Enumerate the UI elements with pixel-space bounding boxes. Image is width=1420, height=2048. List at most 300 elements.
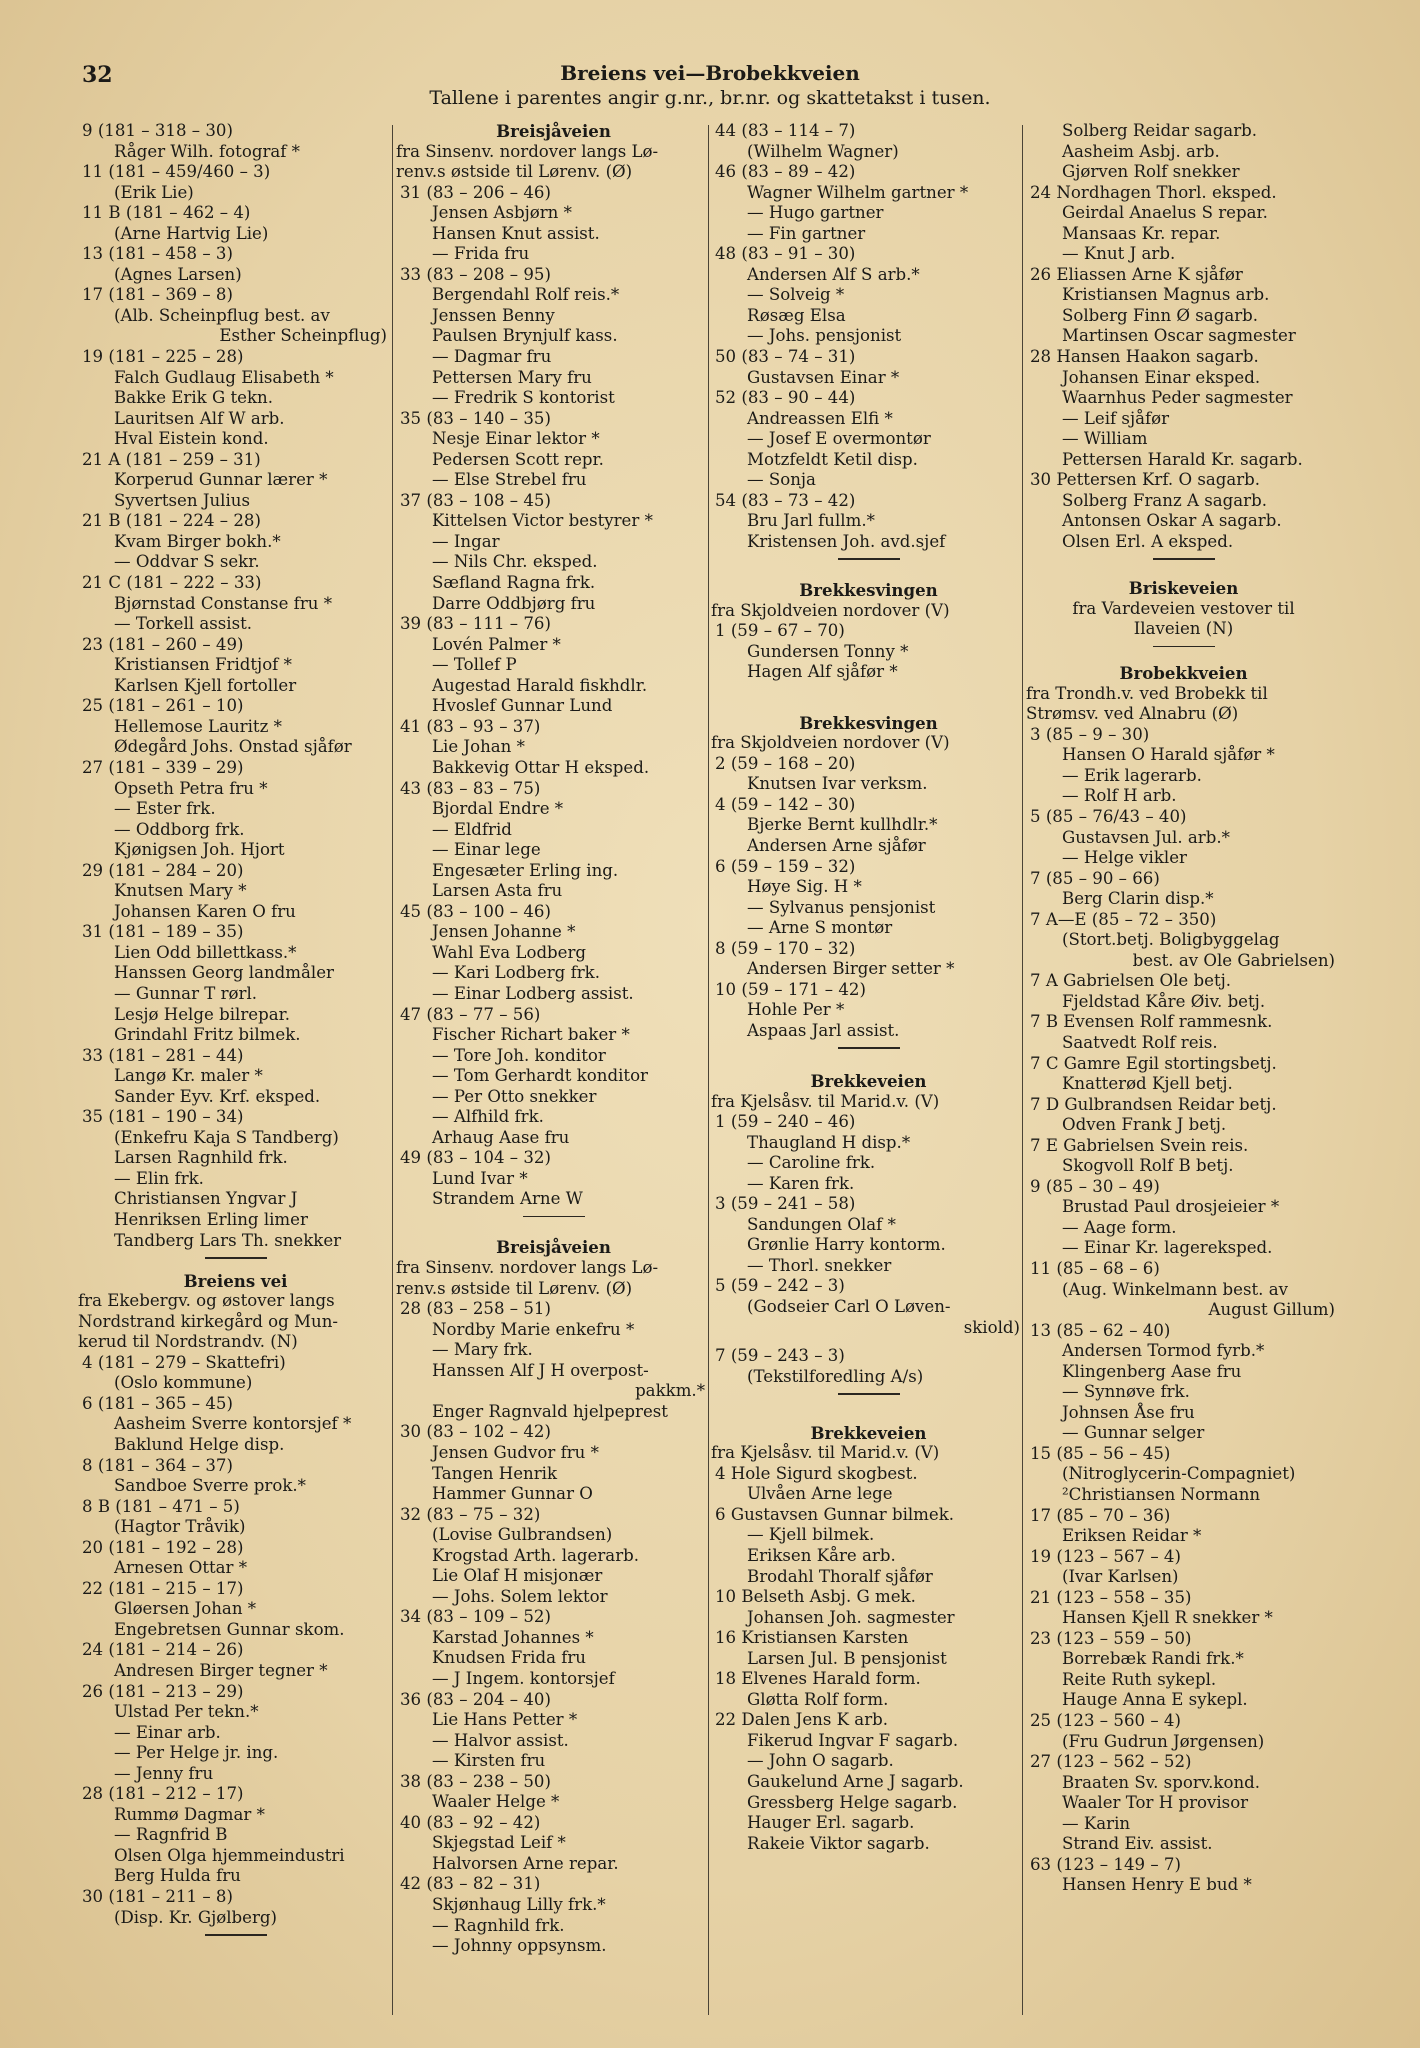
address-entry: 23 (181 – 260 – 49)	[82, 634, 244, 654]
resident-entry: — Ester frk.	[114, 799, 216, 819]
resident-entry: Larsen Asta fru	[432, 881, 563, 901]
resident-entry: — Arne S montør	[747, 918, 893, 938]
resident-entry: — J Ingem. kontorsjef	[432, 1668, 615, 1688]
resident-entry: — Alfhild frk.	[432, 1107, 544, 1127]
resident-entry: — Helge vikler	[1062, 848, 1187, 868]
resident-entry: Jenssen Benny	[432, 305, 555, 325]
spacer	[1026, 566, 1341, 578]
resident-entry: Hvoslef Gunnar Lund	[432, 696, 613, 716]
resident-entry: Rummø Dagmar *	[114, 1804, 265, 1824]
resident-entry: Kristensen Joh. avd.sjef	[747, 531, 946, 551]
resident-entry: Lund Ivar *	[432, 1168, 528, 1188]
resident-entry: Sæfland Ragna frk.	[432, 573, 596, 593]
street-description: Ilaveien (N)	[1133, 619, 1234, 639]
address-entry: 47 (83 – 77 – 56)	[400, 1004, 541, 1024]
resident-entry: — Synnøve frk.	[1062, 1382, 1190, 1402]
resident-entry: Hellemose Lauritz *	[114, 716, 282, 736]
resident-entry: Hansen Kjell R snekker *	[1062, 1608, 1273, 1628]
resident-entry: Karlsen Kjell fortoller	[114, 675, 297, 695]
resident-entry: Skjønhaug Lilly frk.*	[432, 1894, 606, 1914]
address-entry: 11 (85 – 68 – 6)	[1030, 1258, 1160, 1278]
address-entry: 10 (59 – 171 – 42)	[715, 979, 866, 999]
resident-entry: Brustad Paul drosjeieier *	[1062, 1197, 1280, 1217]
address-entry: 38 (83 – 238 – 50)	[400, 1771, 551, 1791]
resident-entry: Christiansen Yngvar J	[114, 1189, 298, 1209]
resident-entry: — Einar arb.	[114, 1722, 221, 1742]
address-entry: 25 (123 – 560 – 4)	[1030, 1711, 1181, 1731]
resident-entry: Andersen Arne sjåfør	[747, 836, 926, 855]
address-entry: 8 (181 – 364 – 37)	[82, 1455, 233, 1475]
street-description: fra Skjoldveien nordover (V)	[711, 600, 950, 620]
directory-columns	[78, 121, 1346, 2021]
resident-entry: Lovén Palmer *	[432, 634, 561, 654]
address-entry: 33 (181 – 281 – 44)	[82, 1045, 244, 1065]
street-description: renv.s østside til Lørenv. (Ø)	[396, 1278, 633, 1298]
resident-entry: Hanssen Georg landmåler	[114, 963, 334, 983]
resident-entry: Klingenberg Aase fru	[1062, 1361, 1242, 1381]
resident-entry: Waaler Tor H provisor	[1062, 1793, 1249, 1813]
resident-entry: Bru Jarl fullm.*	[747, 511, 875, 531]
address-entry: 20 (181 – 192 – 28)	[82, 1537, 244, 1557]
address-entry: 30 Pettersen Krf. O sagarb.	[1030, 470, 1261, 490]
address-entry: 15 (85 – 56 – 45)	[1030, 1443, 1171, 1463]
street-heading: Breisjåveien	[496, 121, 611, 141]
address-entry: 34 (83 – 109 – 52)	[400, 1607, 551, 1627]
address-entry: 45 (83 – 100 – 46)	[400, 901, 551, 921]
resident-entry: — Gunnar selger	[1062, 1423, 1205, 1443]
address-entry: 27 (123 – 562 – 52)	[1030, 1752, 1192, 1772]
resident-entry: Larsen Jul. B pensjonist	[747, 1648, 947, 1668]
address-entry: 43 (83 – 83 – 75)	[400, 778, 541, 798]
street-description: kerud til Nordstrandv. (N)	[78, 1332, 298, 1352]
resident-entry: (Tekstilforedling A/s)	[747, 1366, 924, 1386]
resident-entry: Johansen Karen O fru	[114, 901, 296, 921]
street-description: fra Vardeveien vestover til	[1072, 598, 1295, 618]
resident-entry: — William	[1062, 429, 1148, 449]
resident-entry: (Wilhelm Wagner)	[747, 141, 899, 161]
resident-entry: Falch Gudlaug Elisabeth *	[114, 367, 334, 387]
resident-entry: — Fin gartner	[747, 223, 866, 243]
directory-column-2	[396, 121, 711, 1957]
resident-entry: Fjeldstad Kåre Øiv. betj.	[1062, 991, 1266, 1011]
resident-entry: Engesæter Erling ing.	[432, 860, 619, 880]
resident-entry: Kristiansen Magnus arb.	[1062, 285, 1270, 305]
resident-entry: Paulsen Brynjulf kass.	[432, 326, 618, 346]
resident-entry: Hval Eistein kond.	[114, 429, 269, 449]
resident-entry: (Fru Gudrun Jørgensen)	[1062, 1731, 1265, 1751]
address-entry: 24 (181 – 214 – 26)	[82, 1640, 244, 1660]
address-entry: 28 (181 – 212 – 17)	[82, 1784, 244, 1804]
address-entry: 32 (83 – 75 – 32)	[400, 1504, 541, 1524]
continuation-line: skiold)	[963, 1317, 1020, 1337]
resident-entry: Aspaas Jarl assist.	[747, 1020, 900, 1040]
resident-entry: Røsæg Elsa	[747, 305, 846, 325]
resident-entry: Bjerke Bernt kullhdlr.*	[747, 815, 938, 835]
resident-entry: Tangen Henrik	[432, 1463, 558, 1483]
resident-entry: Lie Johan *	[432, 737, 525, 757]
section-divider	[205, 1257, 267, 1259]
resident-entry: Kvam Birger bokh.*	[114, 531, 281, 551]
street-description: fra Skjoldveien nordover (V)	[711, 733, 950, 753]
resident-entry: Knatterød Kjell betj.	[1062, 1074, 1233, 1094]
address-entry: 1 (59 – 67 – 70)	[715, 621, 845, 641]
address-entry: 63 (123 – 149 – 7)	[1030, 1854, 1181, 1874]
address-entry: 6 Gustavsen Gunnar bilmek.	[715, 1504, 955, 1524]
resident-entry: (Disp. Kr. Gjølberg)	[114, 1907, 277, 1927]
address-entry: 22 (181 – 215 – 17)	[82, 1578, 244, 1598]
resident-entry: Fischer Richart baker *	[432, 1025, 630, 1045]
address-entry: 49 (83 – 104 – 32)	[400, 1148, 551, 1168]
address-entry: 2 (59 – 168 – 20)	[715, 753, 856, 773]
resident-entry: Krogstad Arth. lagerarb.	[432, 1545, 640, 1565]
address-entry: 13 (85 – 62 – 40)	[1030, 1320, 1171, 1340]
address-entry: 3 (59 – 241 – 58)	[715, 1194, 856, 1214]
address-entry: 30 (181 – 211 – 8)	[82, 1886, 233, 1906]
resident-entry: Berg Clarin disp.*	[1062, 889, 1214, 909]
resident-entry: Gløtta Rolf form.	[747, 1689, 889, 1709]
resident-entry: — Rolf H arb.	[1062, 786, 1177, 806]
address-entry: 19 (181 – 225 – 28)	[82, 347, 244, 367]
resident-entry: Sander Eyv. Krf. eksped.	[114, 1086, 321, 1106]
resident-entry: Rakeie Viktor sagarb.	[747, 1833, 930, 1853]
address-entry: 21 A (181 – 259 – 31)	[82, 449, 261, 469]
street-description: renv.s østside til Lørenv. (Ø)	[396, 162, 633, 182]
address-entry: 11 B (181 – 462 – 4)	[82, 203, 251, 223]
resident-entry: — Aage form.	[1062, 1217, 1177, 1237]
resident-entry: Sandboe Sverre prok.*	[114, 1476, 306, 1496]
address-entry: 7 A Gabrielsen Ole betj.	[1030, 971, 1232, 991]
section-divider	[1153, 646, 1215, 648]
address-entry: 1 (59 – 240 – 46)	[715, 1112, 856, 1132]
resident-entry: Saatvedt Rolf reis.	[1062, 1032, 1218, 1052]
resident-entry: — Karin	[1062, 1813, 1131, 1833]
resident-entry: — Johs. Solem lektor	[432, 1586, 608, 1606]
resident-entry: Tandberg Lars Th. snekker	[114, 1230, 342, 1250]
address-entry: 40 (83 – 92 – 42)	[400, 1812, 541, 1832]
address-entry: 28 Hansen Haakon sagarb.	[1030, 347, 1259, 367]
resident-entry: — Erik lagerarb.	[1062, 765, 1202, 785]
spacer	[711, 1055, 1026, 1071]
resident-entry: Engebretsen Gunnar skom.	[114, 1619, 345, 1639]
resident-entry: Halvorsen Arne repar.	[432, 1853, 619, 1873]
resident-entry: Antonsen Oskar A sagarb.	[1062, 511, 1282, 531]
resident-entry: Arnesen Ottar *	[114, 1558, 248, 1578]
address-entry: 6 (181 – 365 – 45)	[82, 1393, 233, 1413]
resident-entry: (Erik Lie)	[114, 182, 194, 202]
resident-entry: Jensen Gudvor fru *	[432, 1442, 599, 1462]
resident-entry: — Tore Joh. konditor	[432, 1045, 606, 1065]
resident-entry: (Nitroglycerin-Compagniet)	[1062, 1464, 1296, 1484]
address-entry: 48 (83 – 91 – 30)	[715, 244, 856, 264]
resident-entry: (Alb. Scheinpflug best. av	[114, 305, 330, 325]
section-divider	[838, 1047, 900, 1049]
page-header	[360, 60, 1060, 110]
resident-entry: Hagen Alf sjåfør *	[747, 662, 898, 682]
resident-entry: Ulvåen Arne lege	[747, 1484, 893, 1504]
address-entry: 39 (83 – 111 – 76)	[400, 614, 551, 634]
address-entry: 13 (181 – 458 – 3)	[82, 244, 233, 264]
resident-entry: ²Christiansen Normann	[1062, 1485, 1261, 1504]
resident-entry: Sandungen Olaf *	[747, 1214, 896, 1234]
resident-entry: Pedersen Scott repr.	[432, 449, 604, 469]
resident-entry: (Stort.betj. Boligbyggelag	[1062, 930, 1280, 950]
street-heading: Brekkeveien	[810, 1070, 927, 1091]
resident-entry: Nordby Marie enkefru *	[432, 1319, 635, 1339]
resident-entry: Waarnhus Peder sagmester	[1062, 388, 1293, 408]
resident-entry: Gaukelund Arne J sagarb.	[747, 1771, 964, 1791]
resident-entry: Andreassen Elfi *	[747, 408, 893, 428]
resident-entry: — Torkell assist.	[114, 614, 253, 634]
resident-entry: Kristiansen Fridtjof *	[114, 655, 292, 675]
resident-entry: — Einar Lodberg assist.	[432, 983, 634, 1003]
resident-entry: Odven Frank J betj.	[1062, 1115, 1227, 1135]
resident-entry: Lie Olaf H misjonær	[432, 1566, 603, 1586]
resident-entry: (Ivar Karlsen)	[1062, 1567, 1179, 1587]
address-entry: 28 (83 – 258 – 51)	[400, 1299, 551, 1319]
resident-entry: Larsen Ragnhild frk.	[114, 1148, 288, 1168]
address-entry: 30 (83 – 102 – 42)	[400, 1422, 551, 1442]
resident-entry: Geirdal Anaelus S repar.	[1062, 203, 1268, 223]
address-entry: 21 (123 – 558 – 35)	[1030, 1587, 1192, 1607]
resident-entry: Augestad Harald fiskhdlr.	[432, 675, 648, 695]
address-entry: 35 (83 – 140 – 35)	[400, 408, 551, 428]
address-entry: 52 (83 – 90 – 44)	[715, 388, 856, 408]
resident-entry: Aasheim Sverre kontorsjef *	[114, 1414, 352, 1434]
address-entry: 7 D Gulbrandsen Reidar betj.	[1030, 1094, 1277, 1114]
continuation-line: Esther Scheinpflug)	[219, 326, 387, 346]
resident-entry: Korperud Gunnar lærer *	[114, 470, 328, 490]
spacer	[396, 1223, 711, 1237]
continuation-line: pakkm.*	[635, 1381, 705, 1401]
resident-entry: Andersen Birger setter *	[747, 959, 955, 979]
resident-entry: — Per Helge jr. ing.	[114, 1743, 279, 1763]
resident-entry: Pettersen Harald Kr. sagarb.	[1062, 449, 1303, 469]
resident-entry: Gustavsen Einar *	[747, 367, 900, 387]
resident-entry: — Mary frk.	[432, 1340, 533, 1360]
street-heading: Brekkeveien	[810, 1422, 927, 1443]
resident-entry: Jensen Johanne *	[432, 922, 576, 942]
resident-entry: — Knut J arb.	[1062, 244, 1176, 264]
resident-entry: — Solveig *	[747, 285, 845, 305]
resident-entry: — Johs. pensjonist	[747, 326, 902, 346]
resident-entry: (Lovise Gulbrandsen)	[432, 1525, 613, 1545]
resident-entry: Andersen Tormod fyrb.*	[1062, 1341, 1265, 1361]
resident-entry: — Frida fru	[432, 244, 530, 264]
page-number: 32	[82, 62, 113, 88]
street-heading: Breiens vei	[183, 1270, 288, 1291]
resident-entry: Karstad Johannes *	[432, 1627, 594, 1647]
address-entry: 18 Elvenes Harald form.	[715, 1669, 921, 1689]
section-divider	[838, 1393, 900, 1395]
resident-entry: Hanssen Alf J H overpost-	[432, 1360, 649, 1380]
resident-entry: — Kirsten fru	[432, 1751, 546, 1771]
resident-entry: Berg Hulda fru	[114, 1866, 241, 1886]
address-entry: 3 (85 – 9 – 30)	[1030, 724, 1150, 744]
resident-entry: — Thorl. snekker	[747, 1255, 892, 1275]
address-entry: 4 (59 – 142 – 30)	[715, 794, 856, 814]
resident-entry: Knutsen Mary *	[114, 881, 247, 901]
resident-entry: (Arne Hartvig Lie)	[114, 223, 269, 243]
resident-entry: — Fredrik S kontorist	[432, 388, 615, 408]
resident-entry: Solberg Reidar sagarb.	[1062, 121, 1258, 140]
resident-entry: Strandem Arne W	[432, 1189, 583, 1209]
address-entry: 7 B Evensen Rolf rammesnk.	[1030, 1012, 1273, 1032]
resident-entry: — Caroline frk.	[747, 1153, 876, 1173]
resident-entry: Hammer Gunnar O	[432, 1484, 593, 1504]
resident-entry: Hauge Anna E sykepl.	[1062, 1690, 1248, 1710]
resident-entry: — Tollef P	[432, 655, 517, 675]
address-entry: 26 Eliassen Arne K sjåfør	[1030, 264, 1243, 284]
directory-column-1	[78, 121, 393, 1942]
resident-entry: Strand Eiv. assist.	[1062, 1834, 1213, 1854]
resident-entry: Gressberg Helge sagarb.	[747, 1792, 958, 1812]
address-entry: 27 (181 – 339 – 29)	[82, 757, 244, 777]
section-divider	[205, 1934, 267, 1936]
address-entry: 4 (181 – 279 – Skattefri)	[82, 1352, 286, 1372]
resident-entry: Eriksen Kåre arb.	[747, 1545, 896, 1565]
resident-entry: Skogvoll Rolf B betj.	[1062, 1156, 1234, 1176]
address-entry: 50 (83 – 74 – 31)	[715, 347, 856, 367]
address-entry: 7 A—E (85 – 72 – 350)	[1030, 909, 1217, 929]
resident-entry: Johansen Joh. sagmester	[747, 1607, 955, 1627]
resident-entry: — Per Otto snekker	[432, 1086, 597, 1106]
address-entry: 7 C Gamre Egil stortingsbetj.	[1030, 1053, 1277, 1073]
resident-entry: Bergendahl Rolf reis.*	[432, 285, 620, 305]
address-entry: 22 Dalen Jens K arb.	[715, 1710, 889, 1730]
resident-entry: — Gunnar T rørl.	[114, 983, 258, 1003]
resident-entry: Bjørnstad Constanse fru *	[114, 593, 333, 613]
resident-entry: Ødegård Johs. Onstad sjåfør	[114, 737, 352, 757]
address-entry: 9 (85 – 30 – 49)	[1030, 1176, 1160, 1196]
section-divider	[523, 1216, 585, 1218]
resident-entry: — Dagmar fru	[432, 347, 552, 367]
address-entry: 44 (83 – 114 – 7)	[715, 121, 856, 140]
address-entry: 21 B (181 – 224 – 28)	[82, 511, 261, 531]
resident-entry: Gundersen Tonny *	[747, 641, 909, 661]
directory-column-4	[1026, 121, 1341, 1896]
resident-entry: — Elin frk.	[114, 1168, 204, 1188]
address-entry: 6 (59 – 159 – 32)	[715, 856, 856, 876]
resident-entry: Kjønigsen Joh. Hjort	[114, 840, 285, 860]
address-entry: 31 (181 – 189 – 35)	[82, 922, 244, 942]
directory-column-3	[711, 121, 1026, 1854]
resident-entry: — Sonja	[747, 470, 816, 490]
resident-entry: — Ragnfrid B	[114, 1825, 228, 1845]
resident-entry: Thaugland H disp.*	[747, 1132, 911, 1152]
address-entry: 17 (181 – 369 – 8)	[82, 285, 233, 305]
page-subtitle: Tallene i parentes angir g.nr., br.nr. og skattetakst i tusen.	[429, 87, 991, 109]
resident-entry: Mansaas Kr. repar.	[1062, 223, 1221, 243]
resident-entry: Eriksen Reidar *	[1062, 1526, 1202, 1546]
resident-entry: — Halvor assist.	[432, 1730, 569, 1750]
resident-entry: — John O sagarb.	[747, 1751, 894, 1771]
street-heading: Brekkesvingen	[799, 712, 938, 733]
resident-entry: Johansen Einar eksped.	[1062, 367, 1261, 387]
resident-entry: Olsen Olga hjemmeindustri	[114, 1845, 345, 1865]
resident-entry: — Einar Kr. lagereksped.	[1062, 1238, 1273, 1258]
address-entry: 7 (59 – 243 – 3)	[715, 1346, 845, 1366]
resident-entry: Baklund Helge disp.	[114, 1434, 285, 1454]
resident-entry: Motzfeldt Ketil disp.	[747, 449, 918, 469]
resident-entry: Grindahl Fritz bilmek.	[114, 1025, 301, 1045]
address-entry: 35 (181 – 190 – 34)	[82, 1107, 244, 1127]
resident-entry: Aasheim Asbj. arb.	[1062, 141, 1220, 161]
resident-entry: — Karen frk.	[747, 1173, 855, 1193]
resident-entry: Bjordal Endre *	[432, 799, 564, 819]
address-entry: 19 (123 – 567 – 4)	[1030, 1546, 1181, 1566]
resident-entry: Opseth Petra fru *	[114, 778, 268, 798]
resident-entry: — Ingar	[432, 531, 500, 551]
resident-entry: Lesjø Helge bilrepar.	[114, 1004, 290, 1024]
resident-entry: — Kjell bilmek.	[747, 1525, 875, 1545]
resident-entry: Gustavsen Jul. arb.*	[1062, 827, 1230, 847]
resident-entry: Arhaug Aase fru	[432, 1127, 570, 1147]
resident-entry: Grønlie Harry kontorm.	[747, 1235, 946, 1255]
resident-entry: Darre Oddbjørg fru	[432, 593, 596, 613]
resident-entry: — Eldfrid	[432, 819, 512, 839]
resident-entry: — Kari Lodberg frk.	[432, 963, 600, 983]
resident-entry: — Jenny fru	[114, 1763, 214, 1783]
address-entry: 8 (59 – 170 – 32)	[715, 938, 856, 958]
address-entry: 41 (83 – 93 – 37)	[400, 716, 541, 736]
continuation-line: best. av Ole Gabrielsen)	[1132, 950, 1335, 970]
address-entry: 23 (123 – 559 – 50)	[1030, 1628, 1192, 1648]
resident-entry: Bakke Erik G tekn.	[114, 388, 274, 408]
section-divider	[1153, 558, 1215, 560]
address-entry: 33 (83 – 208 – 95)	[400, 264, 551, 284]
resident-entry: — Hugo gartner	[747, 203, 884, 223]
continuation-line: August Gillum)	[1208, 1300, 1335, 1320]
resident-entry: Kittelsen Victor bestyrer *	[432, 511, 653, 531]
resident-entry: — Johnny oppsynsm.	[432, 1936, 607, 1956]
resident-entry: Råger Wilh. fotograf *	[114, 141, 300, 161]
resident-entry: Hohle Per *	[747, 1000, 845, 1020]
spacer	[711, 1401, 1026, 1423]
resident-entry: Borrebæk Randi frk.*	[1062, 1649, 1244, 1669]
resident-entry: (Enkefru Kaja S Tandberg)	[114, 1127, 339, 1147]
street-description: Nordstrand kirkegård og Mun-	[78, 1311, 339, 1331]
resident-entry: (Aug. Winkelmann best. av	[1062, 1279, 1288, 1299]
resident-entry: Gjørven Rolf snekker	[1062, 162, 1240, 182]
address-entry: 4 Hole Sigurd skogbest.	[715, 1463, 918, 1483]
resident-entry: Wagner Wilhelm gartner *	[747, 182, 969, 202]
address-entry: 5 (59 – 242 – 3)	[715, 1276, 845, 1296]
resident-entry: Andersen Alf S arb.*	[747, 264, 920, 284]
address-entry: 24 Nordhagen Thorl. eksped.	[1030, 182, 1277, 202]
resident-entry: Gløersen Johan *	[114, 1599, 257, 1619]
resident-entry: Hansen Knut assist.	[432, 223, 600, 243]
resident-entry: Knutsen Ivar verksm.	[747, 774, 928, 794]
street-heading: Brekkesvingen	[799, 579, 938, 600]
spacer	[1026, 653, 1341, 663]
address-entry: 46 (83 – 89 – 42)	[715, 162, 856, 182]
resident-entry: Lauritsen Alf W arb.	[114, 408, 285, 428]
street-description: fra Ekebergv. og østover langs	[78, 1291, 335, 1311]
page-title: Breiens vei—Brobekkveien	[560, 61, 860, 85]
street-heading: Brobekkveien	[1119, 663, 1248, 684]
resident-entry: Langø Kr. maler *	[114, 1066, 263, 1086]
address-entry: 9 (181 – 318 – 30)	[82, 121, 233, 140]
address-entry: 7 (85 – 90 – 66)	[1030, 868, 1160, 888]
resident-entry: (Agnes Larsen)	[114, 264, 242, 284]
address-entry: 37 (83 – 108 – 45)	[400, 490, 551, 510]
street-heading: Briskeveien	[1128, 577, 1239, 598]
resident-entry: Skjegstad Leif *	[432, 1833, 566, 1853]
street-description: fra Kjelsåsv. til Marid.v. (V)	[711, 1443, 940, 1463]
resident-entry: — Tom Gerhardt konditor	[432, 1066, 648, 1086]
address-entry: 36 (83 – 204 – 40)	[400, 1689, 551, 1709]
resident-entry: Lie Hans Petter *	[432, 1710, 578, 1730]
